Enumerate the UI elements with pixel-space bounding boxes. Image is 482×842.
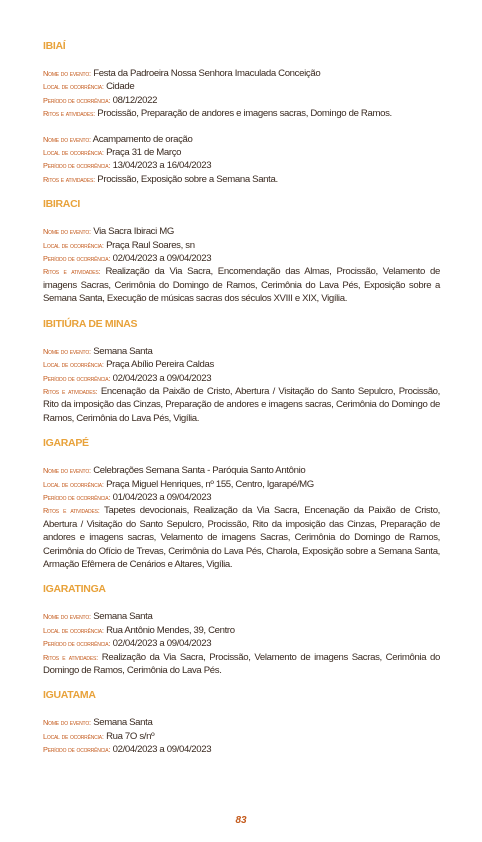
event-entry bbox=[43, 225, 440, 305]
label-local: Local de ocorrência: bbox=[43, 625, 104, 635]
event-name: Semana Santa bbox=[93, 345, 153, 357]
label-ritos: Ritos e atividades: bbox=[43, 267, 101, 277]
label-periodo: Período de ocorrência: bbox=[43, 745, 111, 755]
event-rites: Encenação da Paixão de Cristo, Abertura / Visitação do Santo Sepulcro, Procissão, Rito da imposição das Cinzas, Preparação de andores e imagens sacras, Cerimônia do Domingo de Ramos, Cerimônia do Lava Pés, Vigília. bbox=[43, 385, 440, 424]
city-heading: IGARATINGA bbox=[43, 583, 106, 596]
label-nome: Nome do evento: bbox=[43, 718, 91, 728]
page-content bbox=[43, 40, 440, 769]
label-periodo: Período de ocorrência: bbox=[43, 492, 111, 502]
event-location: Praça Abílio Pereira Caldas bbox=[106, 359, 214, 371]
label-ritos: Ritos e atividades: bbox=[43, 109, 95, 119]
city-heading: IGUATAMA bbox=[43, 689, 96, 702]
page-number: 83 bbox=[235, 815, 247, 826]
label-local: Local de ocorrência: bbox=[43, 731, 104, 741]
event-rites: Procissão, Exposição sobre a Semana Santa. bbox=[97, 173, 278, 185]
city-heading: IBIAÍ bbox=[43, 40, 66, 52]
city-heading: IBIRACI bbox=[43, 198, 80, 211]
event-name: Celebrações Semana Santa - Paróquia Santo Antônio bbox=[93, 465, 306, 477]
city-section bbox=[43, 40, 440, 186]
city-section bbox=[43, 583, 440, 677]
event-entry bbox=[43, 610, 440, 677]
event-period: 02/04/2023 a 09/04/2023 bbox=[112, 372, 212, 384]
event-location: Praça 31 de Março bbox=[106, 147, 182, 159]
event-rites: Realização da Via Sacra, Procissão, Velamento de imagens Sacras, Cerimônia do Domingo de Ramos, Cerimônia do Lava Pés. bbox=[43, 651, 441, 676]
label-ritos: Ritos e atividades: bbox=[43, 506, 100, 516]
event-rites: Procissão, Preparação de andores e imagens sacras, Domingo de Ramos. bbox=[97, 108, 392, 120]
label-local: Local de ocorrência: bbox=[43, 82, 104, 92]
label-ritos: Ritos e atividades: bbox=[43, 386, 98, 396]
event-rites: Tapetes devocionais, Realização da Via Sacra, Encenação da Paixão de Cristo, Abertura / Visitação do Santo Sepulcro, Procissão, Rito da imposição das Cinzas, Preparação de andores e imagens sacras, Velamento de imagens Sacras, Cerimônia do Domingo de Ramos, Cerimônia do Ofício de Trevas, Cerimônia do Lava Pés, Charola, Exposição sobre a Semana Santa, Armação Efêmera de Cenários e Altares, Vigília. bbox=[43, 505, 440, 570]
event-name: Semana Santa bbox=[93, 717, 153, 729]
event-entry bbox=[43, 464, 440, 571]
event-period: 02/04/2023 a 09/04/2023 bbox=[112, 744, 212, 756]
label-local: Local de ocorrência: bbox=[43, 148, 104, 158]
event-name: Festa da Padroeira Nossa Senhora Imaculada Conceição bbox=[93, 68, 321, 79]
label-nome: Nome do evento: bbox=[43, 612, 91, 622]
event-location: Cidade bbox=[106, 81, 135, 93]
event-name: Via Sacra Ibiraci MG bbox=[93, 226, 174, 238]
event-name: Semana Santa bbox=[93, 611, 153, 623]
city-heading: IBITIÚRA DE MINAS bbox=[43, 317, 138, 330]
event-period: 13/04/2023 a 16/04/2023 bbox=[112, 160, 212, 172]
city-section bbox=[43, 198, 440, 305]
event-entry bbox=[43, 716, 440, 756]
event-period: 02/04/2023 a 09/04/2023 bbox=[112, 638, 212, 650]
event-entry bbox=[43, 345, 440, 425]
city-heading: IGARAPÉ bbox=[43, 437, 89, 450]
city-section bbox=[43, 437, 440, 571]
event-period: 01/04/2023 a 09/04/2023 bbox=[112, 491, 212, 503]
event-name: Acampamento de oração bbox=[92, 133, 193, 145]
event-location: Praça Miguel Henriques, nº 155, Centro, Igarapé/MG bbox=[106, 478, 314, 490]
event-entry bbox=[43, 67, 440, 121]
label-nome: Nome do evento: bbox=[43, 466, 91, 476]
event-entry bbox=[43, 133, 440, 187]
city-section bbox=[43, 689, 440, 756]
label-local: Local de ocorrência: bbox=[43, 360, 104, 370]
label-nome: Nome do evento: bbox=[43, 134, 91, 144]
city-section bbox=[43, 318, 440, 425]
label-nome: Nome do evento: bbox=[43, 69, 91, 78]
label-ritos: Ritos e atividades: bbox=[43, 652, 98, 662]
label-periodo: Período de ocorrência: bbox=[43, 254, 111, 264]
event-location: Praça Raul Soares, sn bbox=[106, 239, 195, 251]
label-ritos: Ritos e atividades: bbox=[43, 174, 95, 184]
label-periodo: Período de ocorrência: bbox=[43, 639, 111, 649]
label-local: Local de ocorrência: bbox=[43, 240, 104, 250]
label-periodo: Período de ocorrência: bbox=[43, 161, 111, 171]
event-location: Rua 7O s/nº bbox=[106, 730, 155, 742]
event-location: Rua Antônio Mendes, 39, Centro bbox=[106, 624, 235, 636]
event-period: 08/12/2022 bbox=[112, 94, 158, 106]
label-periodo: Período de ocorrência: bbox=[43, 95, 111, 105]
label-periodo: Período de ocorrência: bbox=[43, 373, 111, 383]
event-rites: Realização da Via Sacra, Encomendação das Almas, Procissão, Velamento de imagens Sacras, Cerimônia do Domingo de Ramos, Cerimônia do Lava Pés, Exposição sobre a Semana Santa, Execução de músicas sacras dos séculos XVIII e XIX, Vigília. bbox=[43, 266, 440, 305]
event-period: 02/04/2023 a 09/04/2023 bbox=[112, 253, 212, 265]
label-local: Local de ocorrência: bbox=[43, 479, 104, 489]
label-nome: Nome do evento: bbox=[43, 227, 91, 237]
label-nome: Nome do evento: bbox=[43, 346, 91, 356]
